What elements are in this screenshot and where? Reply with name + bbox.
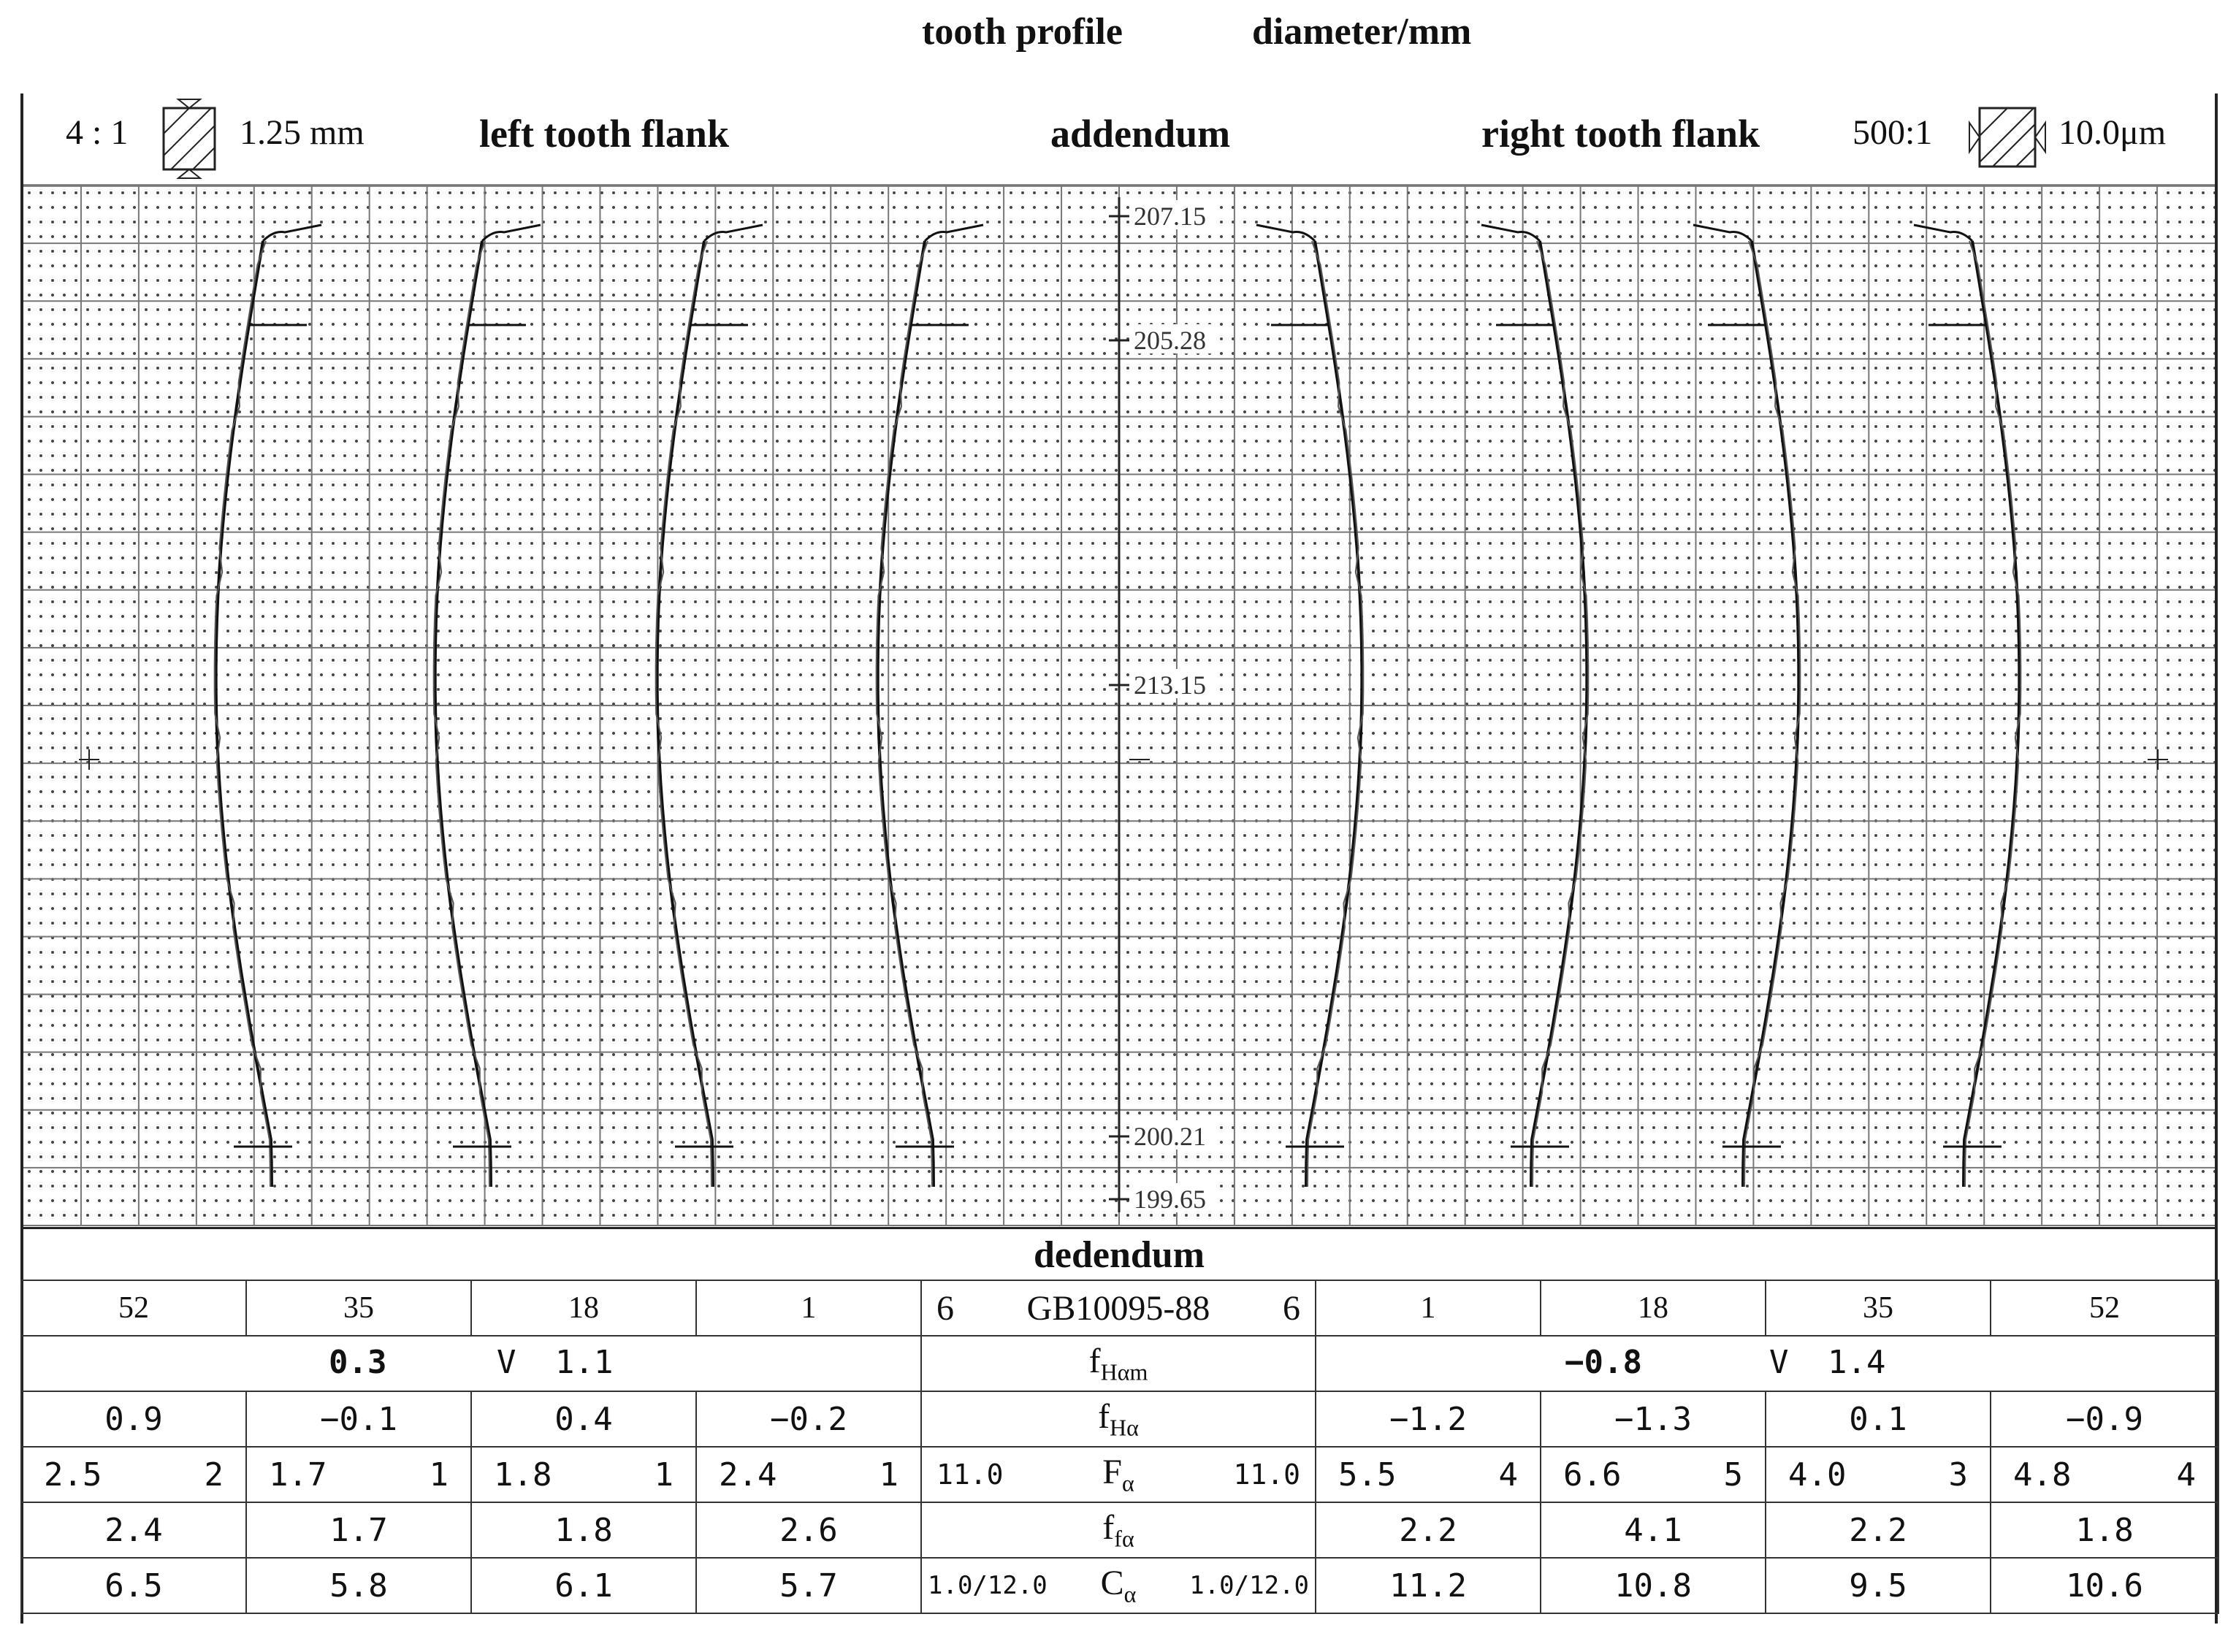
Ca-label-sub: α [1123,1580,1137,1607]
addendum-label: addendum [1050,112,1231,156]
diameter-label: 213.15 [1134,670,1206,700]
standard-name: GB10095-88 [1026,1288,1210,1328]
table-row-fHa [21,1391,2218,1447]
Fa-left-3-grade: 1 [654,1456,674,1494]
Ca-right-4: 10.6 [1991,1558,2218,1613]
table-row-teeth [21,1280,2218,1336]
Fa-left-4-value: 2.4 [719,1456,777,1494]
fHa-label [921,1391,1316,1447]
fHa-left-3: 0.4 [471,1391,696,1447]
ffa-label-sub: fα [1114,1525,1134,1552]
standard-grade-left: 6 [936,1288,954,1328]
table-row-fHam [21,1336,2218,1391]
tooth-left-3: 18 [471,1280,696,1336]
Ca-right-1: 11.2 [1316,1558,1541,1613]
Fa-left-3 [471,1447,696,1502]
fHam-right-v-label: V [1769,1344,1789,1381]
table-row-Fa [21,1447,2218,1502]
fHa-right-4: −0.9 [1991,1391,2218,1447]
Fa-right-4-value: 4.8 [2013,1456,2072,1494]
ffa-right-3: 2.2 [1766,1502,1991,1558]
scale-right-unit: 10.0μm [2058,113,2167,152]
Fa-left-4 [696,1447,921,1502]
Ca-label-main: C [1100,1564,1124,1603]
table-row-Ca [21,1558,2218,1613]
diameter-label: 199.65 [1134,1185,1206,1214]
left-flank-label: left tooth flank [479,112,729,156]
Ca-left-4: 5.7 [696,1558,921,1613]
scale-left-label: 4 : 1 [66,113,129,152]
fHam-left-v-label: V [497,1344,516,1381]
Fa-right-4 [1991,1447,2218,1502]
tooth-right-4: 52 [1991,1280,2218,1336]
Fa-right-2 [1541,1447,1766,1502]
y-axis-title: diameter/mm [1252,11,1472,53]
scale-left-unit: 1.25 mm [240,113,365,152]
fHam-label-main: f [1088,1342,1101,1381]
chart-title: tooth profile [922,11,1123,53]
Fa-tol-right: 11.0 [1233,1458,1300,1491]
Fa-right-1 [1316,1447,1541,1502]
Fa-label-cell [921,1447,1316,1502]
Ca-label-cell [921,1558,1316,1613]
fHa-left-4: −0.2 [696,1391,921,1447]
Fa-left-1-value: 2.5 [44,1456,102,1494]
diameter-label: 205.28 [1134,326,1206,355]
fHam-right-v-value: 1.4 [1828,1344,1886,1381]
ffa-label-main: f [1102,1508,1115,1548]
Fa-tol-left: 11.0 [936,1458,1004,1491]
Ca-right-2: 10.8 [1541,1558,1766,1613]
Ca-left-3: 6.1 [471,1558,696,1613]
fHam-label [921,1336,1316,1391]
Fa-left-2 [246,1447,471,1502]
fHam-left-value: 0.3 [329,1344,387,1381]
Fa-left-2-grade: 1 [429,1456,449,1494]
ffa-left-3: 1.8 [471,1502,696,1558]
Fa-left-3-value: 1.8 [494,1456,552,1494]
table-row-ffa [21,1502,2218,1558]
Fa-right-4-grade: 4 [2176,1456,2196,1494]
fHam-left-cell [21,1336,921,1391]
diameter-label: 207.15 [1134,202,1206,231]
Fa-left-4-grade: 1 [879,1456,898,1494]
tooth-left-4: 1 [696,1280,921,1336]
Fa-right-3-value: 4.0 [1788,1456,1847,1494]
Ca-left-2: 5.8 [246,1558,471,1613]
ffa-right-4: 1.8 [1991,1502,2218,1558]
Fa-right-1-grade: 4 [1498,1456,1518,1494]
results-table [20,1280,2219,1614]
tooth-right-2: 18 [1541,1280,1766,1336]
ffa-label [921,1502,1316,1558]
fHam-right-cell [1316,1336,2218,1391]
ffa-left-2: 1.7 [246,1502,471,1558]
fHa-label-sub: Hα [1110,1414,1139,1441]
Ca-tol-left: 1.0/12.0 [928,1571,1048,1600]
Fa-right-2-grade: 5 [1723,1456,1743,1494]
fHa-right-3: 0.1 [1766,1391,1991,1447]
diameter-label: 200.21 [1134,1122,1206,1151]
ffa-left-4: 2.6 [696,1502,921,1558]
right-flank-label: right tooth flank [1481,112,1760,156]
fHa-left-1: 0.9 [21,1391,246,1447]
standard-grade-right: 6 [1282,1288,1300,1328]
Ca-tol-right: 1.0/12.0 [1189,1571,1309,1600]
ffa-right-2: 4.1 [1541,1502,1766,1558]
Ca-left-1: 6.5 [21,1558,246,1613]
tooth-right-1: 1 [1316,1280,1541,1336]
tooth-left-2: 35 [246,1280,471,1336]
dedendum-label: dedendum [20,1227,2218,1282]
standard-cell [921,1280,1316,1336]
fHa-right-1: −1.2 [1316,1391,1541,1447]
Fa-right-1-value: 5.5 [1338,1456,1397,1494]
fHa-left-2: −0.1 [246,1391,471,1447]
fHa-right-2: −1.3 [1541,1391,1766,1447]
Fa-label-sub: α [1121,1469,1134,1496]
ffa-left-1: 2.4 [21,1502,246,1558]
ffa-right-1: 2.2 [1316,1502,1541,1558]
tooth-right-3: 35 [1766,1280,1991,1336]
scale-right-label: 500:1 [1852,113,1933,152]
Fa-left-1-grade: 2 [204,1456,224,1494]
fHam-right-value: −0.8 [1565,1344,1642,1381]
Fa-right-3-grade: 3 [1948,1456,1968,1494]
Fa-left-2-value: 1.7 [269,1456,327,1494]
fHa-label-main: f [1098,1397,1110,1437]
Fa-left-1 [21,1447,246,1502]
Fa-right-2-value: 6.6 [1563,1456,1622,1494]
fHam-left-v-value: 1.1 [555,1344,614,1381]
Fa-right-3 [1766,1447,1991,1502]
fHam-label-sub: Hαm [1100,1358,1148,1385]
Ca-right-3: 9.5 [1766,1558,1991,1613]
Fa-label-main: F [1102,1453,1122,1492]
tooth-left-1: 52 [21,1280,246,1336]
